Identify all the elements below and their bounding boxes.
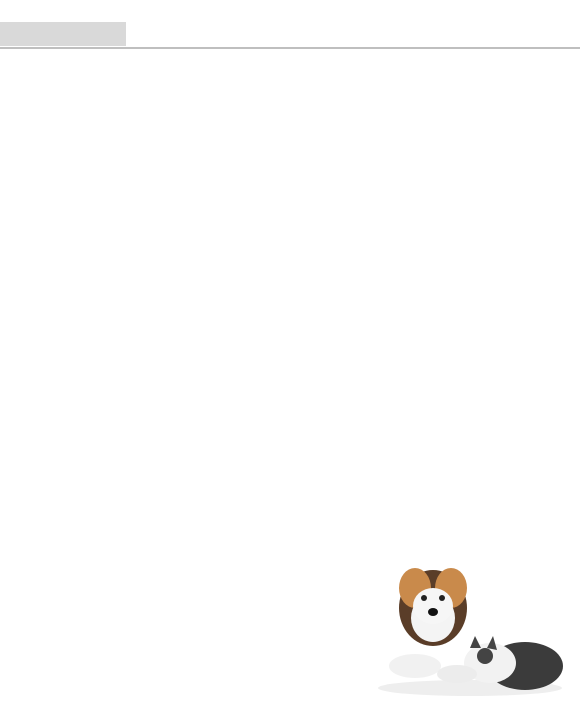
section-tab xyxy=(0,22,126,46)
column-2 xyxy=(222,228,372,242)
dog-and-cat-photo xyxy=(375,548,565,698)
column-title xyxy=(134,26,138,41)
column-3 xyxy=(390,228,540,242)
header-separator xyxy=(134,26,138,41)
header-rule xyxy=(0,47,580,49)
column-1 xyxy=(52,228,198,237)
